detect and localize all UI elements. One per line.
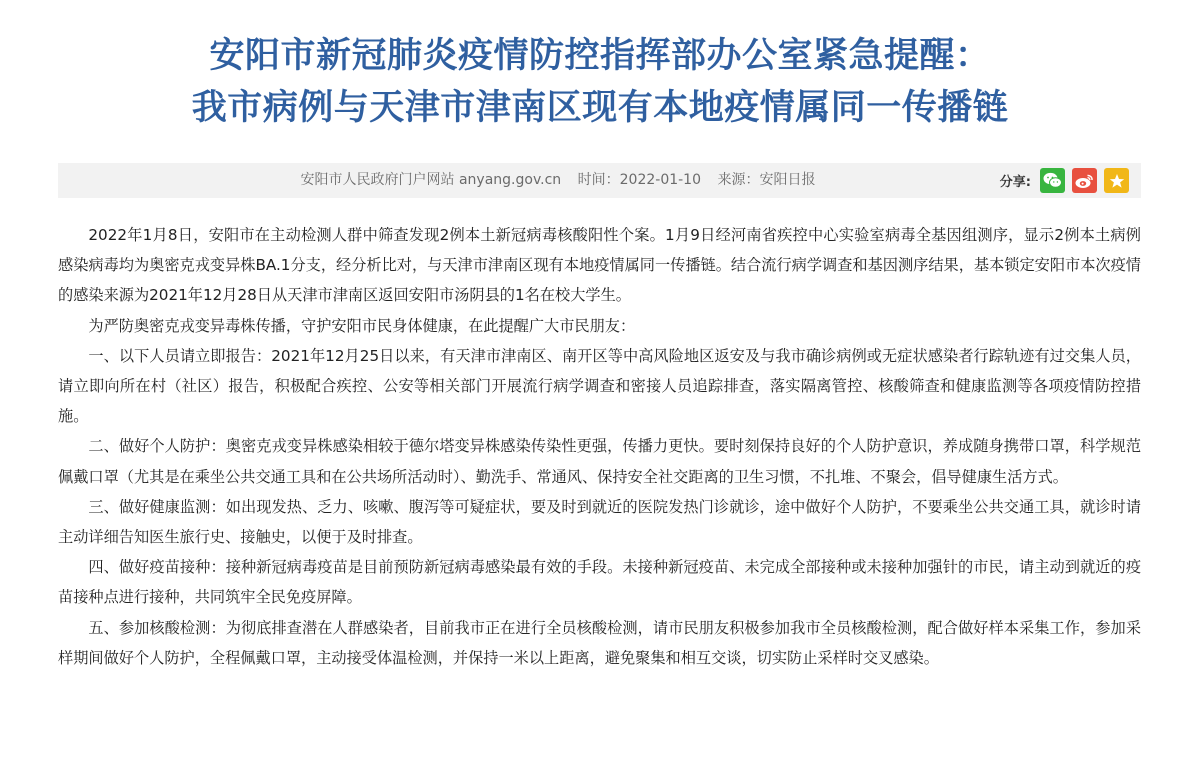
- article-meta-text: [58, 163, 1058, 198]
- share-favorite-button[interactable]: [1104, 168, 1129, 193]
- article-title-line-2: 我市病例与天津市津南区现有本地疫情属同一传播链: [191, 88, 1009, 128]
- article-paragraph: 2022年1月8日，安阳市在主动检测人群中筛查发现2例本土新冠病毒核酸阳性个案。1月9日经河南省疾控中心实验室病毒全基因组测序，显示2例本土病例感染病毒均为奥密克戎变异株BA.1分支，经分析比对，与天津市津南区现有本地疫情属同一传播链。结合流行病学调查和基因测序结果，基本锁定安阳市本次疫情的感染来源为2021年12月28日从天津市津南区返回安阳市汤阴县的1名在校大学生。: [58, 226, 1141, 305]
- meta-site: 安阳市人民政府门户网站 anyang.gov.cn: [300, 172, 562, 188]
- article-paragraph: 为严防奥密克戎变异毒株传播，守护安阳市民身体健康，在此提醒广大市民朋友：: [88, 316, 636, 335]
- star-icon: [1109, 173, 1125, 189]
- article-body: [58, 220, 1141, 673]
- share-bar: [1000, 167, 1129, 194]
- article-paragraph: 一、以下人员请立即报告：2021年12月25日以来，有天津市津南区、南开区等中高风险地区返安及与我市确诊病例或无症状感染者行踪轨迹有过交集人员，请立即向所在村（社区）报告，积极配合疾控、公安等相关部门开展流行病学调查和密接人员追踪排查，落实隔离管控、核酸筛查和健康监测等各项疫情防控措施。: [58, 346, 1141, 426]
- article-title: [0, 30, 1200, 134]
- meta-source: 来源：安阳日报: [717, 172, 816, 188]
- meta-time: 时间：2022-01-10: [577, 172, 702, 188]
- share-wechat-button[interactable]: [1040, 168, 1065, 193]
- article-paragraph: 二、做好个人防护：奥密克戎变异株感染相较于德尔塔变异株感染传染性更强，传播力更快。要时刻保持良好的个人防护意识，养成随身携带口罩，科学规范佩戴口罩（尤其是在乘坐公共交通工具和在公共场所活动时）、勤洗手、常通风、保持安全社交距离的卫生习惯，不扎堆、不聚会，倡导健康生活方式。: [58, 437, 1141, 486]
- article-paragraph: 五、参加核酸检测：为彻底排查潜在人群感染者，目前我市正在进行全员核酸检测，请市民朋友积极参加我市全员核酸检测，配合做好样本采集工作，参加采样期间做好个人防护，全程佩戴口罩，主动接受体温检测，并保持一米以上距离，避免聚集和相互交谈，切实防止采样时交叉感染。: [58, 618, 1141, 667]
- wechat-icon: [1043, 172, 1062, 189]
- article-paragraph: 四、做好疫苗接种：接种新冠病毒疫苗是目前预防新冠病毒感染最有效的手段。未接种新冠疫苗、未完成全部接种或未接种加强针的市民，请主动到就近的疫苗接种点进行接种，共同筑牢全民免疫屏障。: [58, 558, 1141, 607]
- article-paragraph: 三、做好健康监测：如出现发热、乏力、咳嗽、腹泻等可疑症状，要及时到就近的医院发热门诊就诊，途中做好个人防护，不要乘坐公共交通工具，就诊时请主动详细告知医生旅行史、接触史，以便于及时排查。: [58, 497, 1141, 547]
- article-title-line-1: 安阳市新冠肺炎疫情防控指挥部办公室紧急提醒：: [209, 36, 991, 76]
- share-label: 分享:: [999, 175, 1031, 190]
- share-weibo-button[interactable]: [1072, 168, 1097, 193]
- weibo-icon: [1075, 173, 1094, 189]
- article-meta-bar: [58, 163, 1141, 198]
